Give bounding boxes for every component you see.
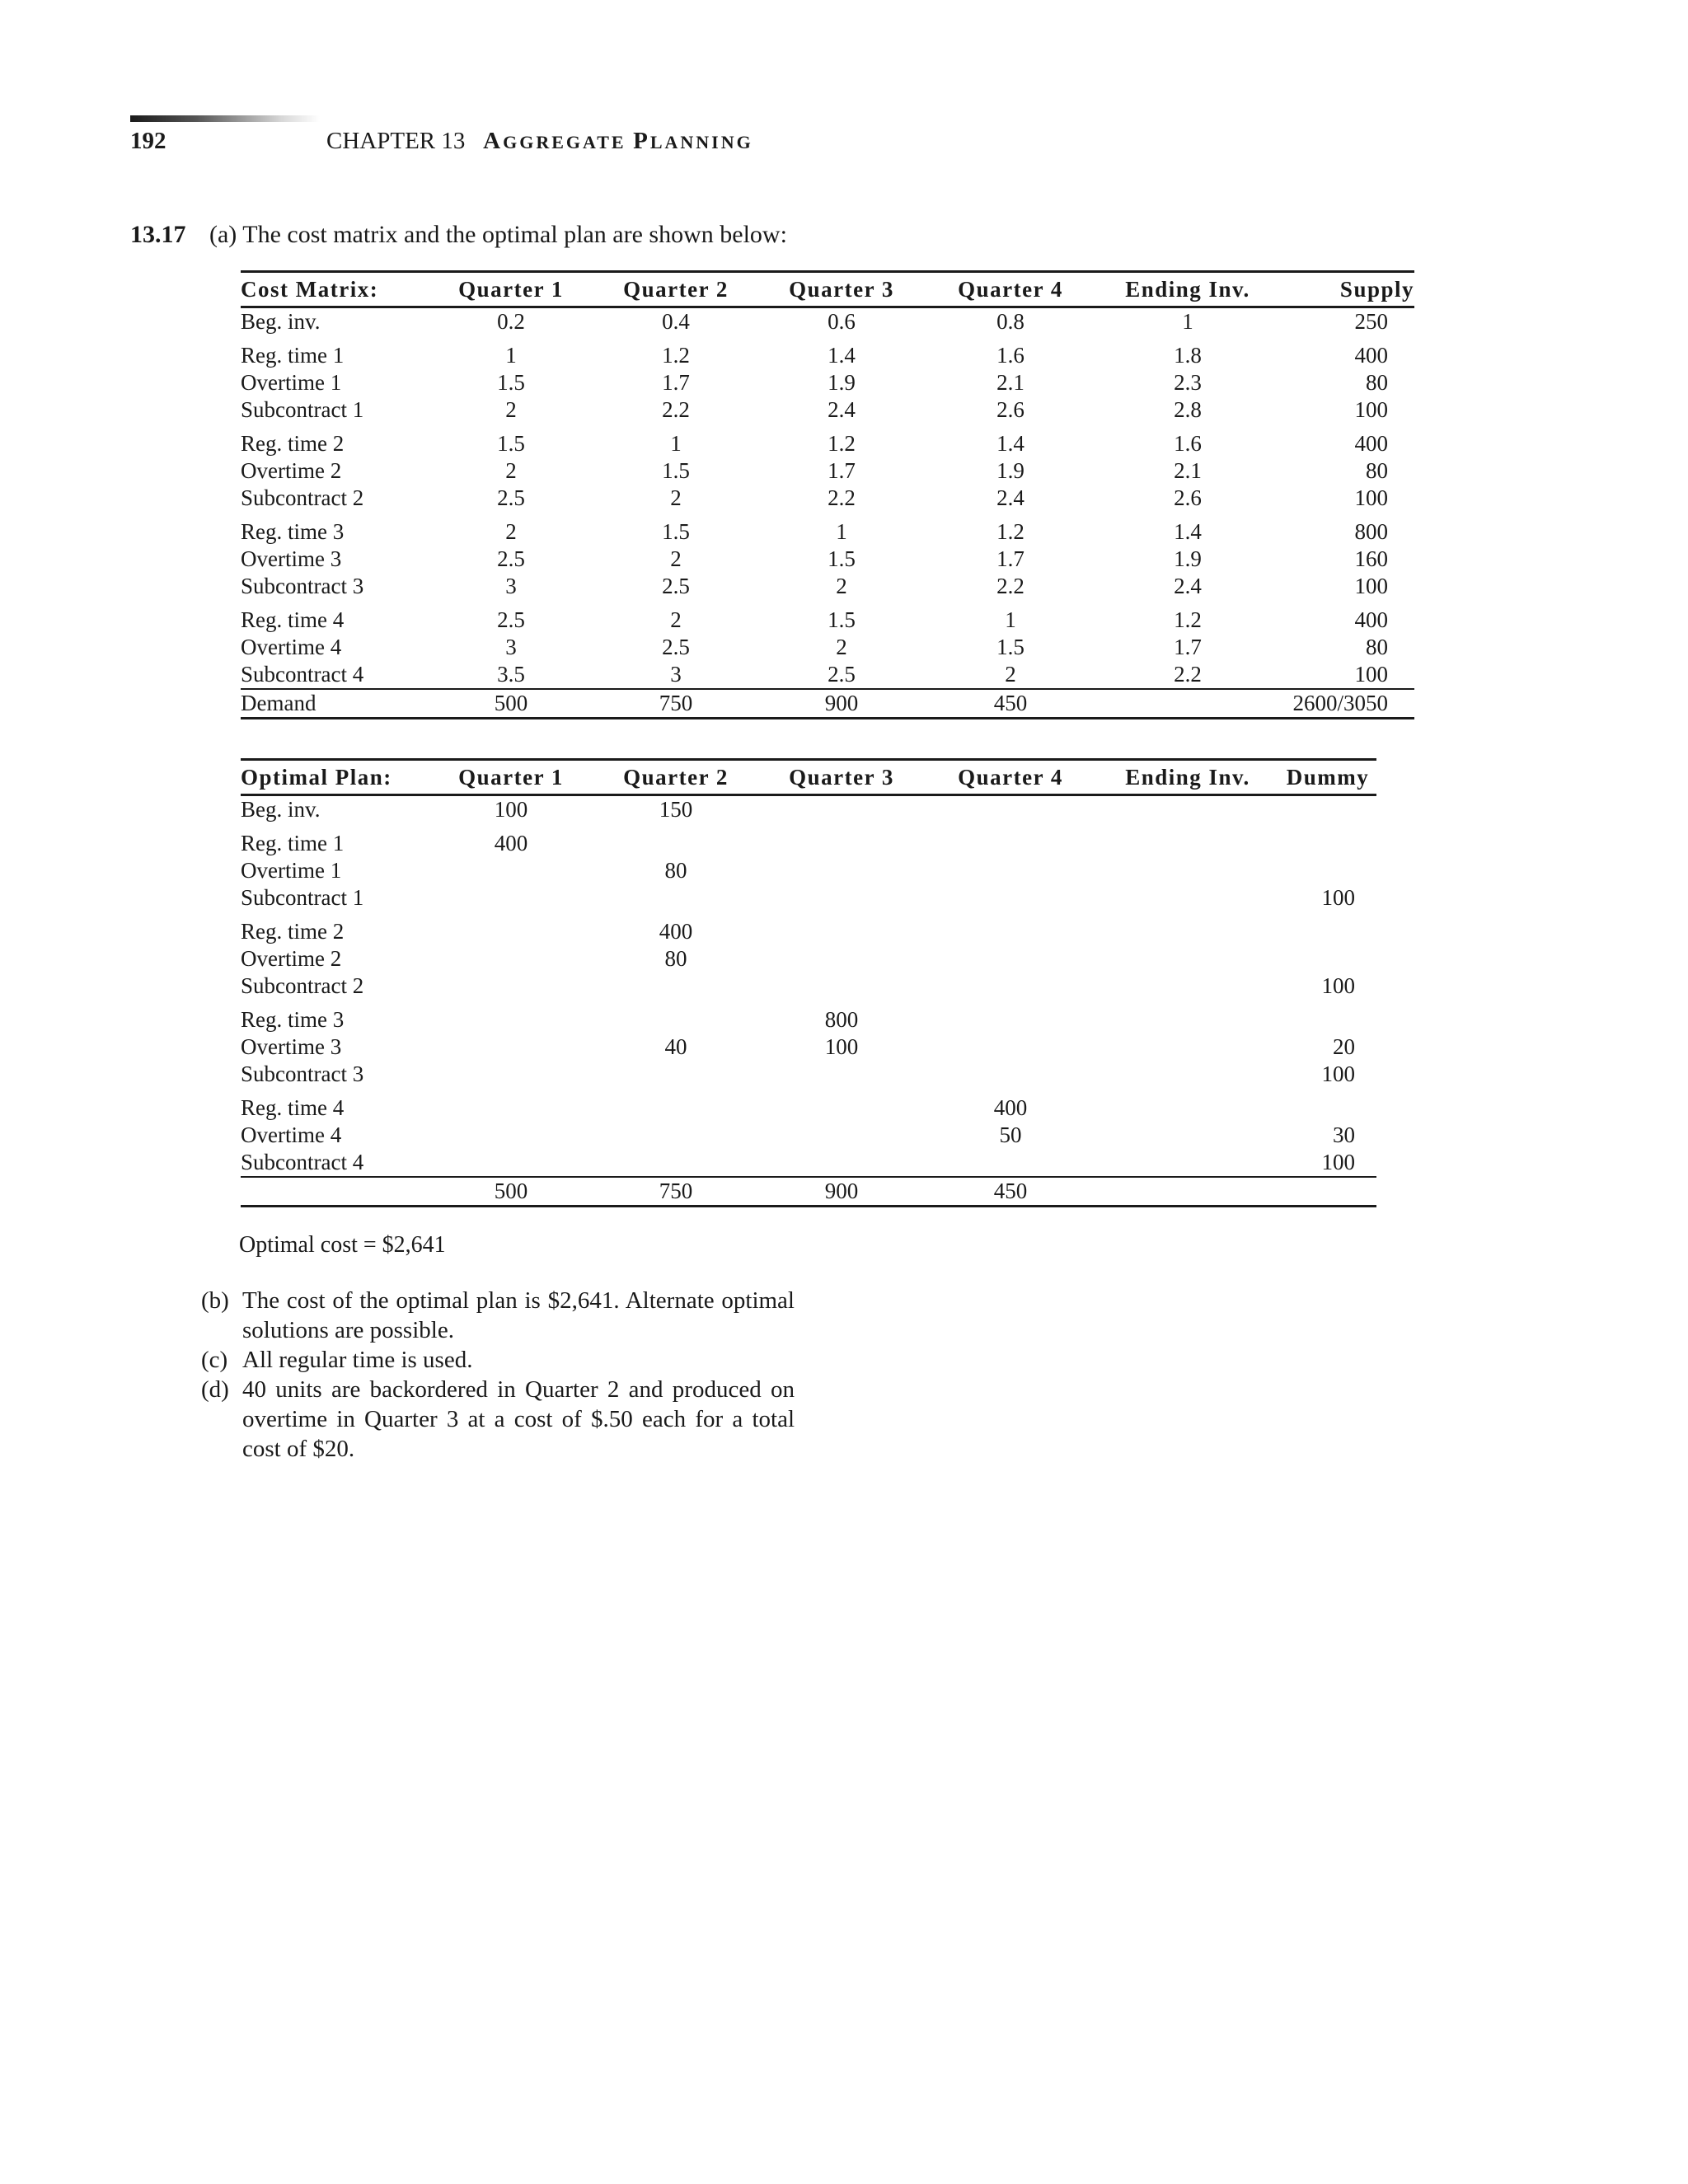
column-header: Dummy xyxy=(1286,765,1370,790)
chapter-heading xyxy=(326,128,753,155)
table-cell: 450 xyxy=(925,689,1096,719)
table-cell: 1.6 xyxy=(996,343,1025,368)
row-label: Subcontract 2 xyxy=(241,485,364,510)
table-cell xyxy=(1096,1149,1279,1177)
row-label: Subcontract 4 xyxy=(241,1149,429,1177)
table-cell xyxy=(925,823,1096,857)
table-cell xyxy=(1279,945,1376,972)
table-cell: 2 xyxy=(505,458,517,483)
table-row xyxy=(241,512,1414,546)
table-cell: 800 xyxy=(824,1007,859,1032)
column-header: Ending Inv. xyxy=(1125,765,1250,790)
table-row xyxy=(241,369,1414,396)
table-row xyxy=(241,1061,1376,1088)
table-cell: 450 xyxy=(925,1177,1096,1207)
table-row xyxy=(241,945,1376,972)
table-cell: 1.9 xyxy=(828,370,856,395)
column-header: Quarter 1 xyxy=(458,765,564,790)
table-cell xyxy=(1096,1061,1279,1088)
table-cell: 100 xyxy=(1354,574,1388,598)
table-cell: 750 xyxy=(593,1177,758,1207)
table-cell: 1.2 xyxy=(662,343,690,368)
table-cell: 150 xyxy=(659,797,693,822)
table-cell: 80 xyxy=(664,946,687,971)
table-cell: 1.5 xyxy=(497,431,525,456)
table-cell: 750 xyxy=(593,689,758,719)
table-cell: 100 xyxy=(1354,397,1388,422)
table-cell: 2.5 xyxy=(662,574,690,598)
table-row xyxy=(241,795,1376,824)
table-cell xyxy=(925,1061,1096,1088)
answer-c: (c) All regular time is used. xyxy=(201,1347,473,1373)
table-cell xyxy=(429,1149,593,1177)
table-cell: 2 xyxy=(925,661,1096,689)
problem-intro: (a) The cost matrix and the optimal plan are shown below: xyxy=(209,221,787,248)
table-cell xyxy=(593,1061,758,1088)
table-cell xyxy=(758,1122,925,1149)
table-cell xyxy=(1096,1033,1279,1061)
table-cell xyxy=(758,1088,925,1122)
table-cell: 1.7 xyxy=(828,458,856,483)
row-label: Overtime 1 xyxy=(241,370,342,395)
table-cell: 2.5 xyxy=(758,661,925,689)
table-cell xyxy=(429,1088,593,1122)
table-cell: 0.6 xyxy=(828,309,856,334)
table-row xyxy=(241,307,1414,336)
row-label: Subcontract 2 xyxy=(241,973,364,998)
table-cell: 3 xyxy=(593,661,758,689)
table-cell: 1.5 xyxy=(828,546,856,571)
row-label: Overtime 3 xyxy=(241,1034,342,1059)
table-row xyxy=(241,1000,1376,1033)
row-label: Reg. time 2 xyxy=(241,919,345,944)
table-cell: 1.5 xyxy=(662,458,690,483)
table-cell xyxy=(429,1033,593,1061)
table-cell: 1.7 xyxy=(996,546,1025,571)
table-cell xyxy=(758,823,925,857)
table-cell xyxy=(1096,1000,1279,1033)
table-cell: 80 xyxy=(1366,635,1388,659)
table-cell: 2.4 xyxy=(996,485,1025,510)
table-cell: 2 xyxy=(670,546,682,571)
table-row xyxy=(241,485,1414,512)
table-cell: 800 xyxy=(1354,519,1388,544)
table-cell xyxy=(429,1000,593,1033)
table-cell xyxy=(1279,1088,1376,1122)
table-cell xyxy=(1096,823,1279,857)
table-row xyxy=(241,857,1376,884)
cost-matrix-header-row xyxy=(241,272,1414,307)
table-cell xyxy=(925,945,1096,972)
row-label: Reg. time 3 xyxy=(241,519,345,544)
table-cell xyxy=(1279,1000,1376,1033)
table-cell: 80 xyxy=(1366,458,1388,483)
table-cell: 1 xyxy=(1182,309,1193,334)
chapter-title: AGGREGATE PLANNING xyxy=(483,128,753,154)
header-rule xyxy=(130,115,320,122)
table-cell xyxy=(758,857,925,884)
row-label xyxy=(241,1177,429,1207)
table-row xyxy=(241,573,1414,600)
table-cell: 400 xyxy=(1354,431,1388,456)
table-row xyxy=(241,912,1376,945)
row-label: Overtime 2 xyxy=(241,946,342,971)
optimal-plan-table xyxy=(241,758,1376,1207)
table-cell xyxy=(758,795,925,824)
table-cell xyxy=(593,1122,758,1149)
table-cell xyxy=(1096,795,1279,824)
table-cell xyxy=(429,884,593,912)
table-cell: 2 xyxy=(505,397,517,422)
table-cell: 1 xyxy=(670,431,682,456)
table-cell xyxy=(925,795,1096,824)
row-label: Subcontract 1 xyxy=(241,885,364,910)
table-cell: 2 xyxy=(836,635,847,659)
table-cell xyxy=(925,912,1096,945)
table-cell: 100 xyxy=(1321,885,1355,910)
column-header: Quarter 1 xyxy=(458,277,564,302)
table-row xyxy=(241,661,1414,689)
table-cell: 250 xyxy=(1354,309,1388,334)
row-label: Subcontract 3 xyxy=(241,1062,364,1086)
table-cell: 2.6 xyxy=(996,397,1025,422)
table-cell xyxy=(1096,884,1279,912)
table-cell: 1.5 xyxy=(996,635,1025,659)
column-header: Quarter 3 xyxy=(789,765,894,790)
table-cell: 0.2 xyxy=(497,309,525,334)
table-cell xyxy=(925,972,1096,1000)
table-cell: 30 xyxy=(1333,1122,1355,1147)
table-row xyxy=(241,823,1376,857)
table-row xyxy=(241,424,1414,457)
table-cell: 160 xyxy=(1354,546,1388,571)
table-cell xyxy=(593,1088,758,1122)
answer-d: (d) 40 units are backordered in Quarter 2 and produced on overtime in Quarter 3 at a cost of $.50 each for a total cost of $20. xyxy=(201,1376,795,1462)
table-cell xyxy=(758,1149,925,1177)
table-cell: 2.5 xyxy=(497,546,525,571)
column-header: Optimal Plan: xyxy=(241,765,392,790)
row-label: Overtime 3 xyxy=(241,546,342,571)
table-cell: 1.7 xyxy=(662,370,690,395)
table-cell: 100 xyxy=(1354,485,1388,510)
table-row xyxy=(241,546,1414,573)
row-label: Beg. inv. xyxy=(241,797,321,822)
table-cell: 900 xyxy=(758,689,925,719)
table-cell xyxy=(1096,945,1279,972)
optimal-cost: Optimal cost = $2,641 xyxy=(239,1232,446,1258)
table-row xyxy=(241,1088,1376,1122)
table-cell: 100 xyxy=(824,1034,859,1059)
optimal-plan-header-row xyxy=(241,760,1376,795)
table-cell xyxy=(1279,823,1376,857)
table-cell: 2.5 xyxy=(497,485,525,510)
table-cell: 3 xyxy=(505,574,517,598)
table-cell: 1 xyxy=(836,519,847,544)
table-cell: 0.4 xyxy=(662,309,690,334)
row-label: Reg. time 3 xyxy=(241,1007,345,1032)
table-cell: 40 xyxy=(664,1034,687,1059)
table-cell: 2.5 xyxy=(497,607,525,632)
table-cell: 2.1 xyxy=(1174,458,1202,483)
table-row xyxy=(241,884,1376,912)
table-cell xyxy=(429,857,593,884)
table-cell: 400 xyxy=(1354,343,1388,368)
table-cell xyxy=(1279,912,1376,945)
table-cell: 80 xyxy=(664,858,687,883)
table-cell: 1.2 xyxy=(1174,607,1202,632)
table-cell: 100 xyxy=(1321,973,1355,998)
table-cell: 2 xyxy=(670,485,682,510)
table-cell xyxy=(925,1149,1096,1177)
table-cell xyxy=(593,1149,758,1177)
table-row xyxy=(241,396,1414,424)
table-cell xyxy=(593,972,758,1000)
table-cell xyxy=(1096,689,1279,719)
table-cell: 80 xyxy=(1366,370,1388,395)
table-cell xyxy=(1279,795,1376,824)
table-cell: 2.4 xyxy=(828,397,856,422)
row-label: Reg. time 1 xyxy=(241,831,345,855)
table-cell: 100 xyxy=(1321,1062,1355,1086)
table-cell: 2.4 xyxy=(1174,574,1202,598)
row-label: Overtime 2 xyxy=(241,458,342,483)
row-label: Reg. time 2 xyxy=(241,431,345,456)
table-cell: 400 xyxy=(1354,607,1388,632)
table-cell: 100 xyxy=(1279,661,1414,689)
table-cell xyxy=(1096,1122,1279,1149)
table-cell: 2600/3050 xyxy=(1279,689,1414,719)
table-cell: 2.1 xyxy=(996,370,1025,395)
column-header: Supply xyxy=(1339,277,1414,302)
column-header: Quarter 4 xyxy=(958,765,1063,790)
row-label: Subcontract 3 xyxy=(241,574,364,598)
table-row xyxy=(241,634,1414,661)
table-cell: 2.3 xyxy=(1174,370,1202,395)
row-label: Demand xyxy=(241,689,429,719)
table-cell xyxy=(925,857,1096,884)
cost-matrix-table xyxy=(241,270,1414,719)
table-cell: 1.2 xyxy=(996,519,1025,544)
table-cell: 1 xyxy=(505,343,517,368)
table-cell: 1.5 xyxy=(497,370,525,395)
table-cell xyxy=(429,912,593,945)
table-cell xyxy=(593,1000,758,1033)
table-cell: 1.4 xyxy=(828,343,856,368)
table-cell xyxy=(1096,912,1279,945)
table-cell: 2 xyxy=(505,519,517,544)
table-cell: 3.5 xyxy=(429,661,593,689)
table-cell xyxy=(429,1061,593,1088)
table-cell: 1.5 xyxy=(662,519,690,544)
row-label: Overtime 4 xyxy=(241,635,342,659)
row-label: Overtime 1 xyxy=(241,858,342,883)
table-cell: 1.7 xyxy=(1174,635,1202,659)
table-cell: 500 xyxy=(429,1177,593,1207)
table-cell: 1 xyxy=(1005,607,1016,632)
table-cell: 50 xyxy=(999,1122,1022,1147)
table-cell: 1.5 xyxy=(828,607,856,632)
table-row xyxy=(241,457,1414,485)
table-cell: 500 xyxy=(429,689,593,719)
column-header: Quarter 4 xyxy=(958,277,1063,302)
column-header: Quarter 2 xyxy=(623,277,729,302)
table-cell xyxy=(925,884,1096,912)
table-cell: 1.9 xyxy=(1174,546,1202,571)
table-cell: 2.5 xyxy=(662,635,690,659)
answer-b: (b) The cost of the optimal plan is $2,641. Alternate optimal solutions are possible. xyxy=(201,1287,795,1343)
table-cell: 1.2 xyxy=(828,431,856,456)
column-header: Quarter 3 xyxy=(789,277,894,302)
table-cell xyxy=(925,1033,1096,1061)
demand-row xyxy=(241,689,1414,719)
table-row xyxy=(241,1149,1376,1177)
table-cell xyxy=(758,912,925,945)
table-cell: 100 xyxy=(1279,1149,1376,1177)
table-cell xyxy=(593,884,758,912)
table-row xyxy=(241,335,1414,369)
table-cell xyxy=(925,1000,1096,1033)
row-label: Beg. inv. xyxy=(241,309,321,334)
totals-row xyxy=(241,1177,1376,1207)
column-header: Quarter 2 xyxy=(623,765,729,790)
table-cell: 1.9 xyxy=(996,458,1025,483)
table-cell xyxy=(1279,1177,1376,1207)
row-label: Reg. time 1 xyxy=(241,343,345,368)
column-header: Ending Inv. xyxy=(1125,277,1250,302)
column-header: Cost Matrix: xyxy=(241,277,379,302)
table-cell: 1.8 xyxy=(1174,343,1202,368)
table-cell xyxy=(429,972,593,1000)
row-label: Reg. time 4 xyxy=(241,607,345,632)
table-cell xyxy=(593,823,758,857)
table-cell: 2.2 xyxy=(828,485,856,510)
table-cell: 1.4 xyxy=(996,431,1025,456)
table-cell: 1.4 xyxy=(1174,519,1202,544)
table-cell: 2.2 xyxy=(1096,661,1279,689)
table-cell: 3 xyxy=(505,635,517,659)
table-cell: 2.8 xyxy=(1174,397,1202,422)
table-cell: 1.6 xyxy=(1174,431,1202,456)
table-cell xyxy=(758,945,925,972)
table-cell: 2 xyxy=(836,574,847,598)
table-cell: 100 xyxy=(494,797,528,822)
table-row xyxy=(241,1033,1376,1061)
table-cell: 2.2 xyxy=(996,574,1025,598)
table-cell xyxy=(758,972,925,1000)
table-cell xyxy=(1096,1088,1279,1122)
table-row xyxy=(241,600,1414,634)
table-cell xyxy=(1096,972,1279,1000)
table-cell xyxy=(1096,1177,1279,1207)
table-cell xyxy=(758,1061,925,1088)
row-label: Overtime 4 xyxy=(241,1122,342,1147)
chapter-label: CHAPTER 13 xyxy=(326,128,466,154)
table-cell: 400 xyxy=(659,919,693,944)
table-cell xyxy=(429,1122,593,1149)
table-cell xyxy=(758,884,925,912)
table-cell xyxy=(1096,857,1279,884)
table-row xyxy=(241,1122,1376,1149)
table-cell xyxy=(429,945,593,972)
table-cell: 0.8 xyxy=(996,309,1025,334)
row-label: Reg. time 4 xyxy=(241,1095,345,1120)
table-cell: 2.2 xyxy=(662,397,690,422)
answers-list xyxy=(201,1286,795,1464)
table-cell: 400 xyxy=(993,1095,1028,1120)
table-cell: 2 xyxy=(670,607,682,632)
table-cell xyxy=(1279,857,1376,884)
row-label: Subcontract 1 xyxy=(241,397,364,422)
table-cell: 900 xyxy=(758,1177,925,1207)
problem-number: 13.17 xyxy=(130,221,186,248)
table-cell: 400 xyxy=(494,831,528,855)
table-row xyxy=(241,972,1376,1000)
page-number: 192 xyxy=(130,128,166,154)
table-cell: 20 xyxy=(1333,1034,1355,1059)
table-cell: 2.6 xyxy=(1174,485,1202,510)
row-label: Subcontract 4 xyxy=(241,661,429,689)
